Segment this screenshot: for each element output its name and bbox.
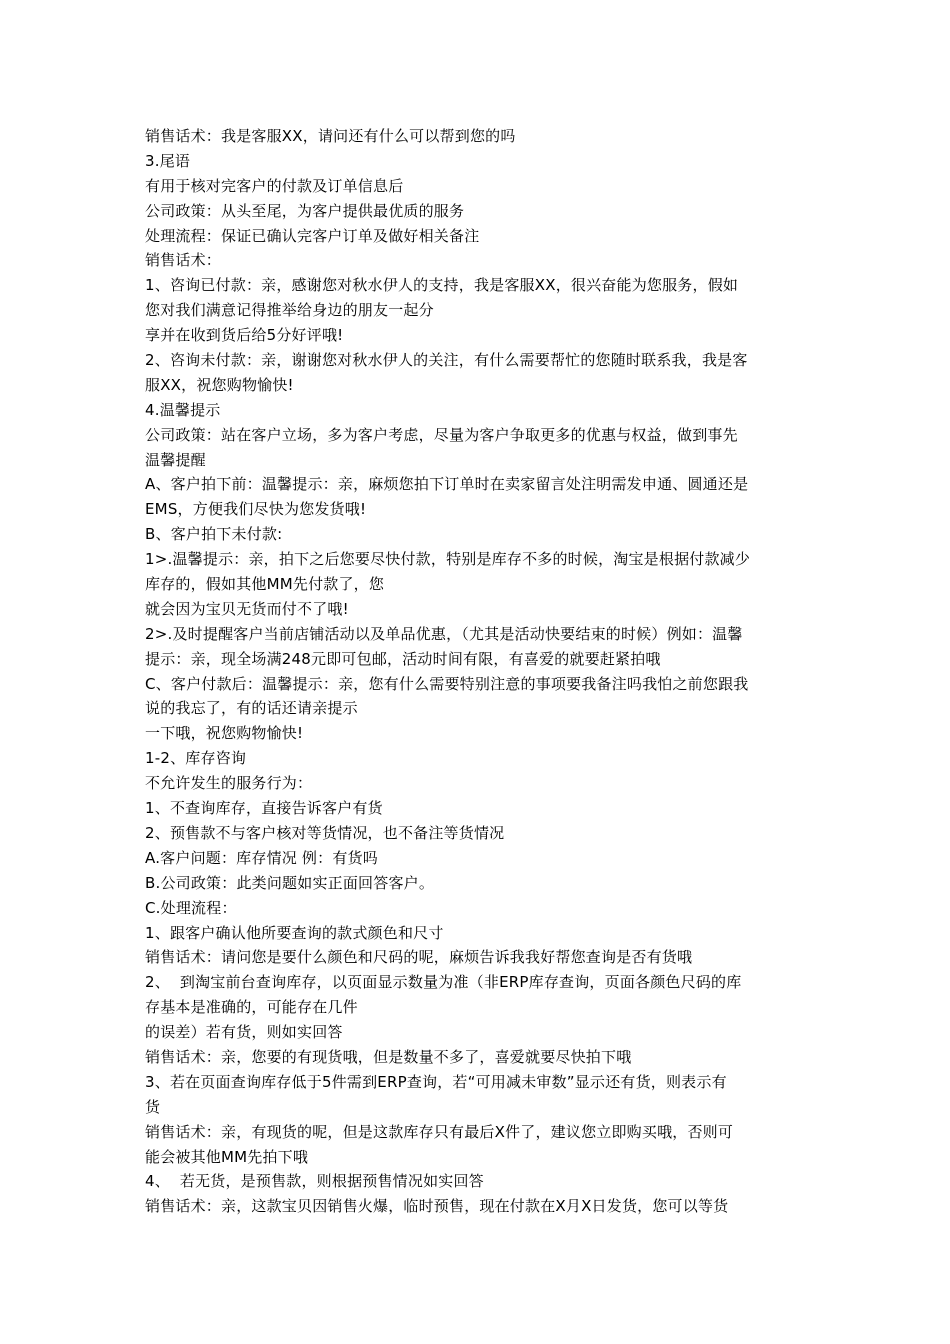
text-line: 销售话术：我是客服XX，请问还有什么可以帮到您的吗 xyxy=(145,127,516,145)
text-line: A.客户问题：库存情况 例：有货吗 xyxy=(145,848,378,867)
text-line: 就会因为宝贝无货而付不了哦! xyxy=(145,599,349,618)
text-line: 处理流程：保证已确认完客户订单及做好相关备注 xyxy=(145,226,480,245)
text-line: EMS，方便我们尽快为您发货哦! xyxy=(145,500,367,519)
text-line: 一下哦，祝您购物愉快! xyxy=(145,724,304,743)
text-line: 销售话术：请问您是要什么颜色和尺码的呢，麻烦告诉我我好帮您查询是否有货哦 xyxy=(145,948,693,967)
text-line: 享并在收到货后给5分好评哦! xyxy=(145,326,344,345)
text-line: 1、咨询已付款：亲，感谢您对秋水伊人的支持，我是客服XX，很兴奋能为您服务，假如 xyxy=(145,276,739,295)
text-line: 公司政策：从头至尾，为客户提供最优质的服务 xyxy=(145,201,465,220)
text-line: 2、 到淘宝前台查询库存，以页面显示数量为准（非ERP库存查询，页面各颜色尺码的库 xyxy=(145,973,742,992)
text-line: 货 xyxy=(145,1097,161,1116)
text-line: 说的我忘了，有的话还请亲提示 xyxy=(145,699,358,718)
text-line: 服XX，祝您购物愉快! xyxy=(145,375,294,394)
text-line: 销售话术：亲，有现货的呢，但是这款库存只有最后X件了，建议您立即购买哦，否则可 xyxy=(145,1122,734,1141)
text-line: 公司政策：站在客户立场，多为客户考虑，尽量为客户争取更多的优惠与权益，做到事先 xyxy=(145,425,738,444)
text-line: 销售话术： xyxy=(145,251,222,270)
text-line: A、客户拍下前：温馨提示：亲，麻烦您拍下订单时在卖家留言处注明需发申通、圆通还是 xyxy=(145,475,749,494)
text-line: 存基本是准确的，可能存在几件 xyxy=(145,998,358,1017)
text-line: B、客户拍下未付款: xyxy=(145,525,283,544)
text-line: 销售话术：亲，这款宝贝因销售火爆，临时预售，现在付款在X月X日发货，您可以等货 xyxy=(145,1197,729,1216)
text-line: 有用于核对完客户的付款及订单信息后 xyxy=(145,176,404,195)
text-line: 提示：亲，现全场满248元即可包邮，活动时间有限，有喜爱的就要赶紧拍哦 xyxy=(145,649,661,668)
text-line: 4、 若无货，是预售款，则根据预售情况如实回答 xyxy=(145,1172,484,1191)
text-line: 3.尾语 xyxy=(145,151,191,170)
text-line: 2、预售款不与客户核对等货情况，也不备注等货情况 xyxy=(145,823,505,842)
text-line: 1、跟客户确认他所要查询的款式颜色和尺寸 xyxy=(145,923,444,942)
document-body xyxy=(145,124,810,1219)
text-line: 能会被其他MM先拍下哦 xyxy=(145,1147,309,1166)
text-line: B.公司政策：此类问题如实正面回答客户。 xyxy=(145,873,435,892)
text-line: 库存的，假如其他MM先付款了，您 xyxy=(145,575,385,594)
text-line: 1、不查询库存，直接告诉客户有货 xyxy=(145,799,383,818)
text-line: 不允许发生的服务行为： xyxy=(145,774,313,793)
text-line: 您对我们满意记得推举给身边的朋友一起分 xyxy=(145,301,434,320)
text-line: 4.温馨提示 xyxy=(145,400,221,419)
text-line: 1>.温馨提示：亲，拍下之后您要尽快付款，特别是库存不多的时候，淘宝是根据付款减少 xyxy=(145,550,751,569)
text-line: 温馨提醒 xyxy=(145,450,206,469)
text-line: 2、咨询未付款：亲，谢谢您对秋水伊人的关注，有什么需要帮忙的您随时联系我，我是客 xyxy=(145,351,748,370)
text-line: C、客户付款后：温馨提示：亲，您有什么需要特别注意的事项要我备注吗我怕之前您跟我 xyxy=(145,674,749,693)
text-line: C.处理流程： xyxy=(145,898,237,917)
text-line: 1-2、库存咨询 xyxy=(145,749,247,768)
text-line: 销售话术：亲，您要的有现货哦，但是数量不多了，喜爱就要尽快拍下哦 xyxy=(145,1047,632,1066)
text-line: 的误差）若有货，则如实回答 xyxy=(145,1023,343,1042)
text-line: 2>.及时提醒客户当前店铺活动以及单品优惠，（尤其是活动快要结束的时候）例如：温馨 xyxy=(145,624,743,643)
text-line: 3、若在页面查询库存低于5件需到ERP查询，若“可用减未审数”显示还有货，则表示有 xyxy=(145,1072,727,1091)
